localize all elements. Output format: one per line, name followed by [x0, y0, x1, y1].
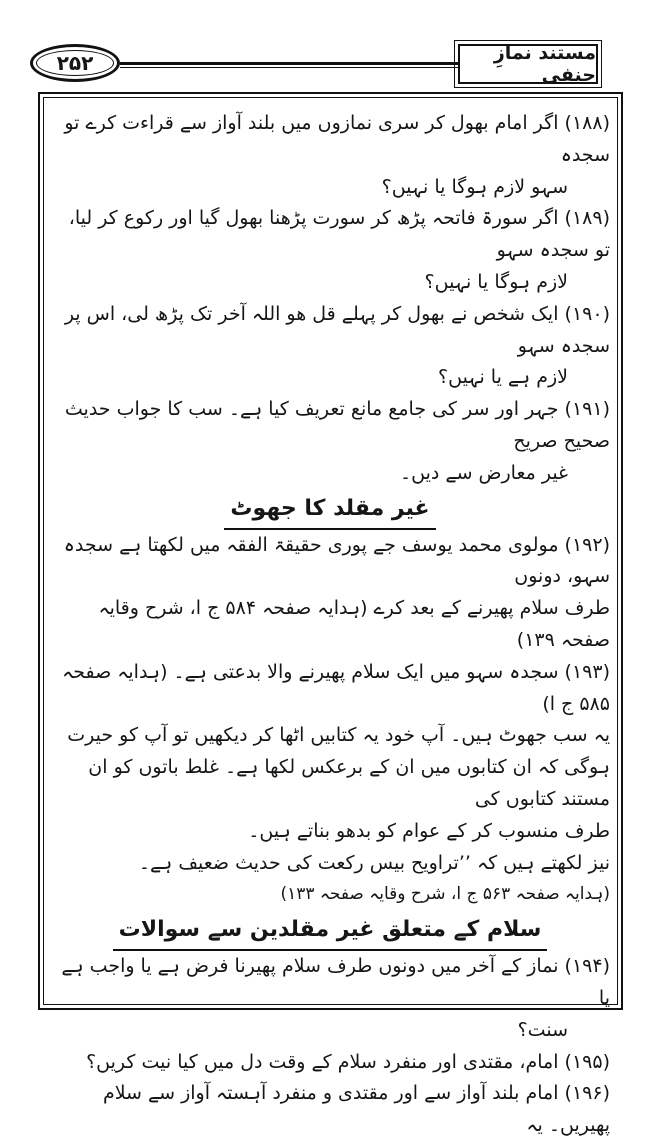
para-refutation-line1: یہ سب جھوٹ ہیں۔ آپ خود یہ کتابیں اٹھا کر دیکھیں تو آپ کو حیرت — [67, 724, 610, 747]
page-number: ۲۵۲ — [30, 44, 120, 82]
question-190-line1: (۱۹۰) ایک شخص نے بھول کر پہلے قل ھو اللہ آخر تک پڑھ لی، اس پر سجدہ سہو — [64, 302, 610, 357]
question-188-line2: سہو لازم ہوگا یا نہیں؟ — [381, 175, 568, 198]
section-heading-text: غیر مقلد کا جھوٹ — [224, 490, 435, 530]
question-190-line2: لازم ہے یا نہیں؟ — [438, 366, 568, 389]
question-196: (۱۹۶) امام بلند آواز سے اور مقتدی و منفرد آہستہ آواز سے سلام پھیریں۔ یہ — [102, 1082, 610, 1137]
question-195: (۱۹۵) امام، مقتدی اور منفرد سلام کے وقت دل میں کیا نیت کریں؟ — [86, 1050, 610, 1073]
para-refutation-line3: طرف منسوب کر کے عوام کو بدھو بناتے ہیں۔ — [248, 819, 610, 842]
question-189-line2: لازم ہوگا یا نہیں؟ — [424, 270, 568, 293]
question-189-line1: (۱۸۹) اگر سورۃ فاتحہ پڑھ کر سورت پڑھنا بھول گیا اور رکوع کر لیا، تو سجدہ سہو — [68, 207, 610, 262]
question-191-line1: (۱۹۱) جہر اور سر کی جامع مانع تعریف کیا ہے۔ سب کا جواب حدیث صحیح صریح — [64, 398, 610, 452]
question-194-line2: سنت؟ — [517, 1018, 568, 1041]
question-194-line1: (۱۹۴) نماز کے آخر میں دونوں طرف سلام پھیرنا فرض ہے یا واجب ہے یا — [61, 955, 610, 1009]
header-rule — [120, 62, 460, 65]
para-192-line1: (۱۹۲) مولوی محمد یوسف جے پوری حقیقۃ الفقہ میں لکھتا ہے سجدہ سہو، دونوں — [63, 533, 610, 588]
section-heading-ghair-muqallid-jhoot — [50, 490, 610, 530]
page-body — [50, 108, 610, 1142]
para-taraweeh: نیز لکھتے ہیں کہ ’’تراویح بیس رکعت کی حدیث ضعیف ہے۔ — [138, 851, 610, 874]
book-title: مستند نمازِ حنفی — [458, 44, 598, 84]
para-taraweeh-reference: (ہدایہ صفحہ ۵۶۳ ج ا، شرح وقایہ صفحہ ۱۳۳) — [280, 884, 610, 905]
section-heading-salam-questions — [50, 911, 610, 951]
question-188-line1: (۱۸۸) اگر امام بھول کر سری نمازوں میں بلند آواز سے قراءت کرے تو سجدہ — [64, 112, 610, 166]
section-heading-text: سلام کے متعلق غیر مقلدین سے سوالات — [113, 911, 548, 951]
para-192-line2: طرف سلام پھیرنے کے بعد کرے (ہدایہ صفحہ ۵۸۴ ج ا، شرح وقایہ صفحہ ۱۳۹) — [98, 597, 610, 651]
question-191-line2: غیر معارض سے دیں۔ — [400, 461, 568, 484]
para-refutation-line2: ہوگی کہ ان کتابوں میں ان کے برعکس لکھا ہے۔ غلط باتوں کو ان مستند کتابوں کی — [88, 756, 610, 810]
para-193: (۱۹۳) سجدہ سہو میں ایک سلام پھیرنے والا بدعتی ہے۔ (ہدایہ صفحہ ۵۸۵ ج ا) — [62, 660, 610, 715]
